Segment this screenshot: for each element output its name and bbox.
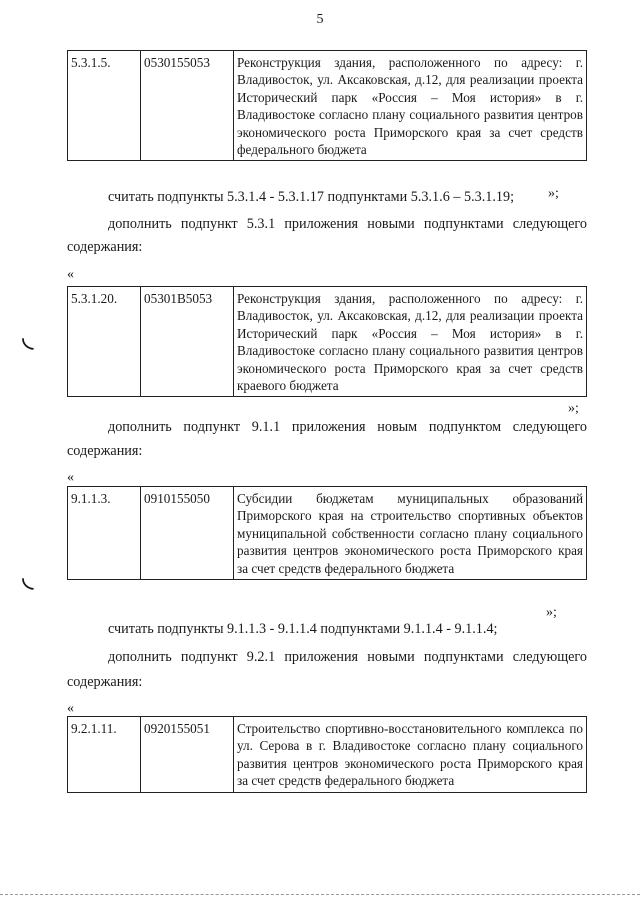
table-9-2-1-11: [67, 716, 587, 793]
budget-code: 05301B5053: [141, 287, 234, 397]
table-5-3-1-5: [67, 50, 587, 161]
item-number: 9.2.1.11.: [68, 717, 141, 793]
table-row: [68, 717, 587, 793]
budget-code: 0920155051: [141, 717, 234, 793]
budget-code: 0910155050: [141, 487, 234, 580]
amend-paragraph: дополнить подпункт 9.1.1 приложения новым подпунктом следующего: [108, 419, 587, 435]
opening-quote: «: [67, 267, 74, 282]
amend-paragraph: дополнить подпункт 5.3.1 приложения новыми подпунктами следующего: [108, 216, 587, 232]
amend-paragraph-end: содержания:: [67, 239, 143, 255]
item-number: 9.1.1.3.: [68, 487, 141, 580]
table-5-3-1-20: [67, 286, 587, 397]
binding-hole-mark: ◟: [22, 319, 34, 354]
amend-paragraph: дополнить подпункт 9.2.1 приложения новыми подпунктами следующего: [108, 649, 587, 665]
page-number: 5: [316, 12, 324, 27]
table-row: [68, 487, 587, 580]
budget-code: 0530155053: [141, 51, 234, 161]
renumber-paragraph: считать подпункты 5.3.1.4 - 5.3.1.17 подпунктами 5.3.1.6 – 5.3.1.19;: [108, 189, 515, 205]
closing-quote: »;: [548, 186, 559, 201]
amend-paragraph-end: содержания:: [67, 443, 143, 459]
closing-quote: »;: [546, 605, 557, 620]
item-description: Реконструкция здания, расположенного по адресу: г. Владивосток, ул. Аксаковская, д.12, для реализации проекта Исторический парк «Россия – Моя история» в г. Владивостоке согласно плану социального развития центров экономического роста Приморского края за счет средств краевого бюджета: [234, 287, 587, 397]
closing-quote: »;: [568, 401, 579, 416]
item-number: 5.3.1.20.: [68, 287, 141, 397]
amend-paragraph-end: содержания:: [67, 674, 143, 690]
table-row: [68, 51, 587, 161]
table-row: [68, 287, 587, 397]
opening-quote: «: [67, 701, 74, 716]
renumber-paragraph: считать подпункты 9.1.1.3 - 9.1.1.4 подпунктами 9.1.1.4 - 9.1.1.4;: [108, 621, 498, 637]
item-description: Строительство спортивно-восстановительного комплекса по ул. Серова в г. Владивостоке согласно плану социального развития центров экономического роста Приморского края за счет средств федерального бюджета: [234, 717, 587, 793]
scan-edge-line: [0, 894, 640, 895]
table-9-1-1-3: [67, 486, 587, 580]
binding-hole-mark: ◟: [22, 559, 34, 594]
item-description: Субсидии бюджетам муниципальных образований Приморского края на строительство спортивных объектов муниципальной собственности согласно плану социального развития центров экономического роста Приморского края за счет средств федерального бюджета: [234, 487, 587, 580]
item-number: 5.3.1.5.: [68, 51, 141, 161]
opening-quote: «: [67, 470, 74, 485]
item-description: Реконструкция здания, расположенного по адресу: г. Владивосток, ул. Аксаковская, д.12, для реализации проекта Исторический парк «Россия – Моя история» в г. Владивостоке согласно плану социального развития центров экономического роста Приморского края за счет средств федерального бюджета: [234, 51, 587, 161]
